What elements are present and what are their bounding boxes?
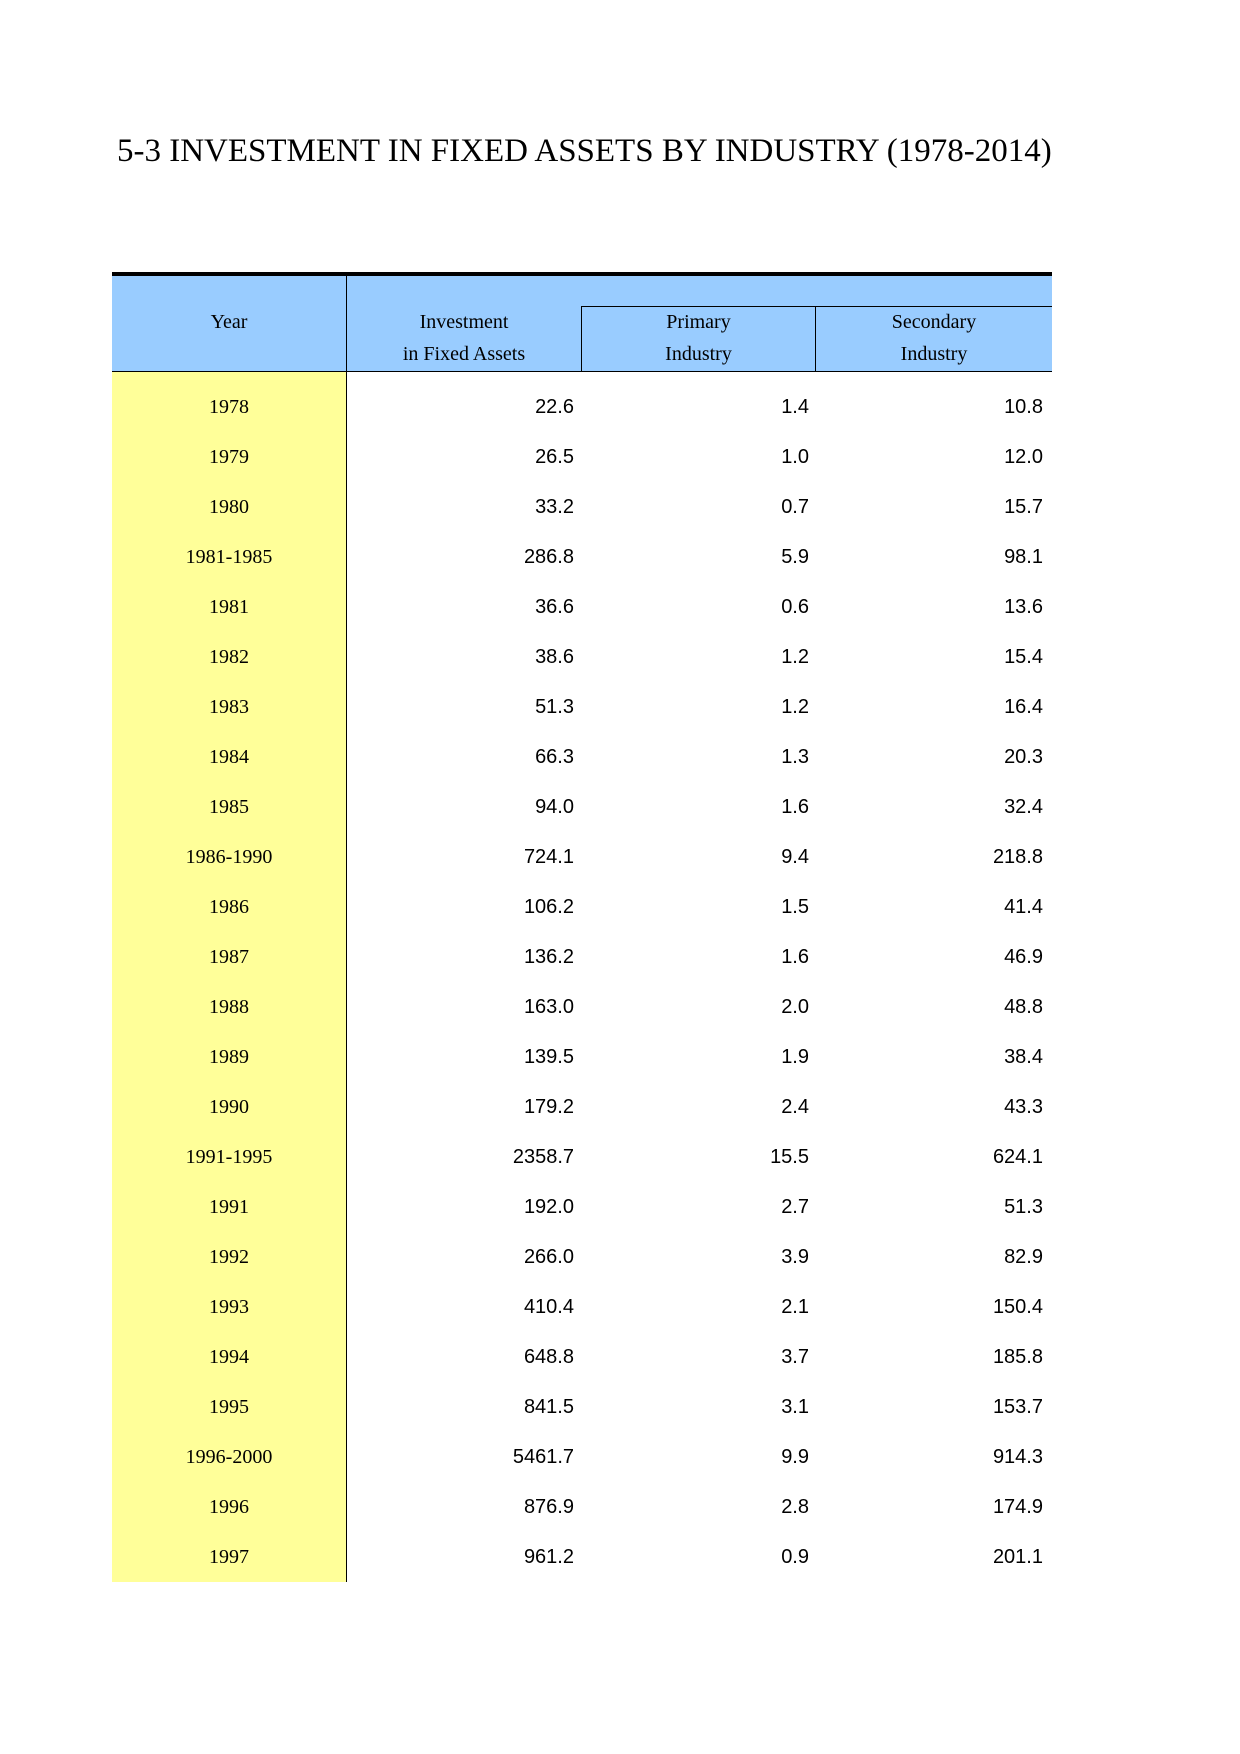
year-cell: 1988: [209, 996, 249, 1018]
investment-cell: 36.6: [535, 596, 574, 618]
table-row: [112, 782, 1052, 832]
investment-cell: 106.2: [523, 896, 574, 918]
investment-cell: 179.2: [523, 1096, 574, 1118]
secondary-industry-cell: 153.7: [992, 1396, 1043, 1418]
primary-industry-cell: 0.6: [781, 596, 809, 618]
secondary-industry-cell: 16.4: [1004, 696, 1043, 718]
primary-industry-cell: 2.8: [781, 1496, 809, 1518]
table-row: [112, 732, 1052, 782]
table-row: [112, 1532, 1052, 1582]
secondary-industry-cell: 10.8: [1004, 396, 1043, 418]
secondary-industry-cell: 12.0: [1004, 446, 1043, 468]
investment-cell: 648.8: [523, 1346, 574, 1368]
table-top-rule: [112, 272, 1052, 276]
year-cell: 1997: [209, 1546, 249, 1568]
investment-cell: 841.5: [523, 1396, 574, 1418]
table-row: [112, 1482, 1052, 1532]
secondary-industry-cell: 38.4: [1004, 1046, 1043, 1068]
secondary-industry-cell: 201.1: [992, 1546, 1043, 1568]
investment-cell: 876.9: [523, 1496, 574, 1518]
year-cell: 1979: [209, 446, 249, 468]
year-cell: 1991: [209, 1196, 249, 1218]
year-cell: 1987: [209, 946, 249, 968]
year-cell: 1992: [209, 1246, 249, 1268]
year-cell: 1993: [209, 1296, 249, 1318]
primary-industry-cell: 1.6: [781, 796, 809, 818]
primary-industry-cell: 1.5: [781, 896, 809, 918]
table-row: [112, 1182, 1052, 1232]
page-title: 5-3 INVESTMENT IN FIXED ASSETS BY INDUSTRY (1978-2014): [117, 133, 1052, 169]
table-row: [112, 482, 1052, 532]
header-secondary-line2: Industry: [900, 343, 968, 365]
year-cell: 1996-2000: [185, 1446, 273, 1468]
secondary-industry-cell: 98.1: [1004, 546, 1043, 568]
primary-industry-cell: 1.2: [781, 696, 809, 718]
secondary-industry-cell: 15.7: [1004, 496, 1043, 518]
table-row: [112, 832, 1052, 882]
year-cell: 1991-1995: [185, 1146, 273, 1168]
primary-industry-cell: 5.9: [781, 546, 809, 568]
year-cell: 1981: [209, 596, 249, 618]
investment-cell: 961.2: [523, 1546, 574, 1568]
header-investment-line1: Investment: [419, 311, 509, 333]
header-primary-line1: Primary: [666, 311, 731, 333]
header-year: [112, 306, 346, 338]
primary-industry-cell: 1.2: [781, 646, 809, 668]
primary-industry-cell: 15.5: [770, 1146, 809, 1168]
primary-industry-cell: 3.9: [781, 1246, 809, 1268]
table-row: [112, 432, 1052, 482]
year-cell: 1984: [209, 746, 249, 768]
year-cell: 1980: [209, 496, 249, 518]
header-primary: [582, 306, 815, 370]
year-cell: 1995: [209, 1396, 249, 1418]
investment-cell: 26.5: [535, 446, 574, 468]
investment-cell: 5461.7: [512, 1446, 574, 1468]
investment-cell: 724.1: [523, 846, 574, 868]
year-cell: 1978: [209, 396, 249, 418]
investment-cell: 22.6: [535, 396, 574, 418]
header-secondary: [816, 306, 1052, 370]
table-row: [112, 1382, 1052, 1432]
year-cell: 1989: [209, 1046, 249, 1068]
secondary-industry-cell: 218.8: [992, 846, 1043, 868]
table-row: [112, 682, 1052, 732]
secondary-industry-cell: 41.4: [1004, 896, 1043, 918]
secondary-industry-cell: 51.3: [1004, 1196, 1043, 1218]
table-row: [112, 1032, 1052, 1082]
investment-cell: 266.0: [523, 1246, 574, 1268]
investment-table: [112, 272, 1052, 1582]
table-row: [112, 1332, 1052, 1382]
table-row: [112, 532, 1052, 582]
investment-cell: 33.2: [535, 496, 574, 518]
investment-cell: 286.8: [523, 546, 574, 568]
header-primary-line2: Industry: [665, 343, 732, 365]
secondary-industry-cell: 82.9: [1004, 1246, 1043, 1268]
table-row: [112, 632, 1052, 682]
table-row: [112, 932, 1052, 982]
primary-industry-cell: 1.4: [781, 396, 809, 418]
year-cell: 1985: [209, 796, 249, 818]
investment-cell: 2358.7: [512, 1146, 574, 1168]
table-row: [112, 1232, 1052, 1282]
year-cell: 1986: [209, 896, 249, 918]
primary-industry-cell: 9.4: [781, 846, 809, 868]
table-row: [112, 982, 1052, 1032]
table-row: [112, 1082, 1052, 1132]
year-cell: 1990: [209, 1096, 249, 1118]
primary-industry-cell: 0.9: [781, 1546, 809, 1568]
primary-industry-cell: 2.7: [781, 1196, 809, 1218]
secondary-industry-cell: 185.8: [992, 1346, 1043, 1368]
secondary-industry-cell: 46.9: [1004, 946, 1043, 968]
header-investment: [347, 306, 581, 370]
year-cell: 1983: [209, 696, 249, 718]
secondary-industry-cell: 914.3: [992, 1446, 1043, 1468]
header-year-label: Year: [210, 311, 248, 333]
year-cell: 1981-1985: [185, 546, 273, 568]
secondary-industry-cell: 43.3: [1004, 1096, 1043, 1118]
investment-cell: 139.5: [523, 1046, 574, 1068]
investment-cell: 51.3: [535, 696, 574, 718]
secondary-industry-cell: 15.4: [1004, 646, 1043, 668]
primary-industry-cell: 1.3: [781, 746, 809, 768]
primary-industry-cell: 3.7: [781, 1346, 809, 1368]
primary-industry-cell: 1.6: [781, 946, 809, 968]
secondary-industry-cell: 20.3: [1004, 746, 1043, 768]
secondary-industry-cell: 13.6: [1004, 596, 1043, 618]
primary-industry-cell: 0.7: [781, 496, 809, 518]
investment-cell: 66.3: [535, 746, 574, 768]
year-cell: 1996: [209, 1496, 249, 1518]
investment-cell: 192.0: [523, 1196, 574, 1218]
table-row: [112, 382, 1052, 432]
investment-cell: 94.0: [535, 796, 574, 818]
primary-industry-cell: 3.1: [781, 1396, 809, 1418]
secondary-industry-cell: 48.8: [1004, 996, 1043, 1018]
primary-industry-cell: 2.1: [781, 1296, 809, 1318]
header-investment-line2: in Fixed Assets: [402, 343, 526, 365]
table-row: [112, 582, 1052, 632]
year-cell: 1994: [209, 1346, 249, 1368]
secondary-industry-cell: 624.1: [992, 1146, 1043, 1168]
investment-cell: 163.0: [523, 996, 574, 1018]
year-cell: 1982: [209, 646, 249, 668]
investment-cell: 136.2: [523, 946, 574, 968]
year-cell: 1986-1990: [185, 846, 273, 868]
table-row: [112, 1432, 1052, 1482]
investment-cell: 38.6: [535, 646, 574, 668]
primary-industry-cell: 2.0: [781, 996, 809, 1018]
header-secondary-line1: Secondary: [891, 311, 977, 333]
header-bottom-rule: [112, 371, 1052, 372]
investment-cell: 410.4: [523, 1296, 574, 1318]
table-row: [112, 1132, 1052, 1182]
secondary-industry-cell: 150.4: [992, 1296, 1043, 1318]
primary-industry-cell: 1.0: [781, 446, 809, 468]
primary-industry-cell: 9.9: [781, 1446, 809, 1468]
primary-industry-cell: 2.4: [781, 1096, 809, 1118]
table-row: [112, 1282, 1052, 1332]
secondary-industry-cell: 32.4: [1004, 796, 1043, 818]
table-row: [112, 882, 1052, 932]
primary-industry-cell: 1.9: [781, 1046, 809, 1068]
secondary-industry-cell: 174.9: [992, 1496, 1043, 1518]
